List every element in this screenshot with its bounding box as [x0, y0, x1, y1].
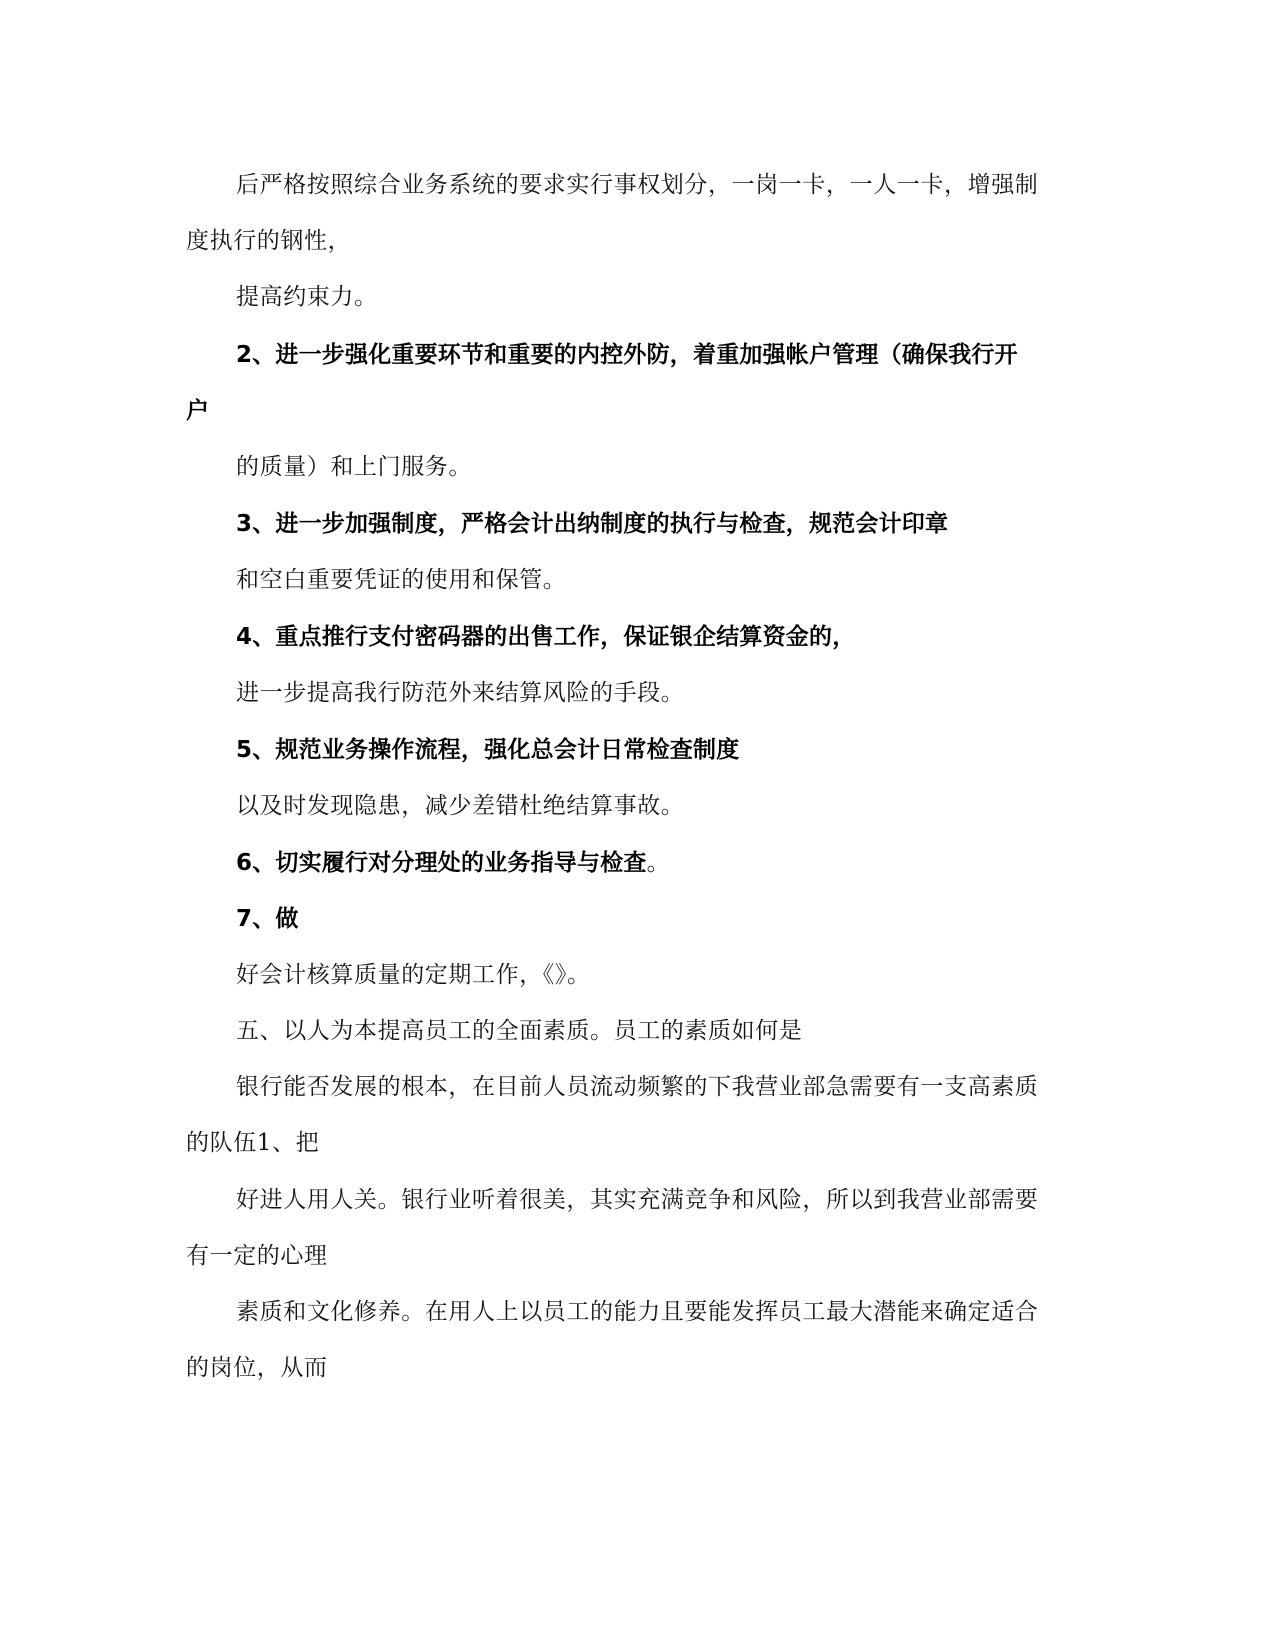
list-item-heading: 户 — [186, 398, 210, 424]
paragraph-line: 以及时发现隐患，减少差错杜绝结算事故。 — [236, 793, 685, 819]
list-item-heading-text: 6、切实履行对分理处的业务指导与检查 — [236, 850, 647, 876]
paragraph-line: 有一定的心理 — [186, 1243, 328, 1269]
paragraph-line: 的岗位，从而 — [186, 1355, 328, 1381]
paragraph-line: 和空白重要凭证的使用和保管。 — [236, 567, 567, 593]
paragraph-line: 的队伍1、把 — [186, 1130, 320, 1156]
closing-period: 。 — [646, 850, 670, 876]
list-item-heading: 7、做 — [236, 906, 299, 932]
paragraph-line: 好进人用人关。银行业听着很美，其实充满竞争和风险，所以到我营业部需要 — [236, 1187, 1039, 1213]
paragraph-line: 的质量）和上门服务。 — [236, 454, 472, 480]
paragraph-line: 好会计核算质量的定期工作，《》。 — [236, 962, 591, 988]
list-item-heading: 4、重点推行支付密码器的出售工作，保证银企结算资金的， — [236, 624, 856, 650]
list-item-heading — [236, 848, 670, 878]
section-heading: 五、以人为本提高员工的全面素质。员工的素质如何是 — [236, 1018, 803, 1044]
paragraph-line: 素质和文化修养。在用人上以员工的能力且要能发挥员工最大潜能来确定适合 — [236, 1299, 1039, 1325]
paragraph-line: 提高约束力。 — [236, 284, 378, 310]
list-item-heading: 2、进一步强化重要环节和重要的内控外防，着重加强帐户管理（确保我行开 — [236, 342, 1018, 368]
list-item-heading: 3、进一步加强制度，严格会计出纳制度的执行与检查，规范会计印章 — [236, 511, 949, 537]
paragraph-line: 度执行的钢性， — [186, 228, 352, 254]
list-item-heading: 5、规范业务操作流程，强化总会计日常检查制度 — [236, 737, 740, 763]
paragraph-line: 进一步提高我行防范外来结算风险的手段。 — [236, 680, 685, 706]
paragraph-line: 银行能否发展的根本，在目前人员流动频繁的下我营业部急需要有一支高素质 — [236, 1074, 1039, 1100]
paragraph-line: 后严格按照综合业务系统的要求实行事权划分，一岗一卡，一人一卡，增强制 — [236, 172, 1039, 198]
